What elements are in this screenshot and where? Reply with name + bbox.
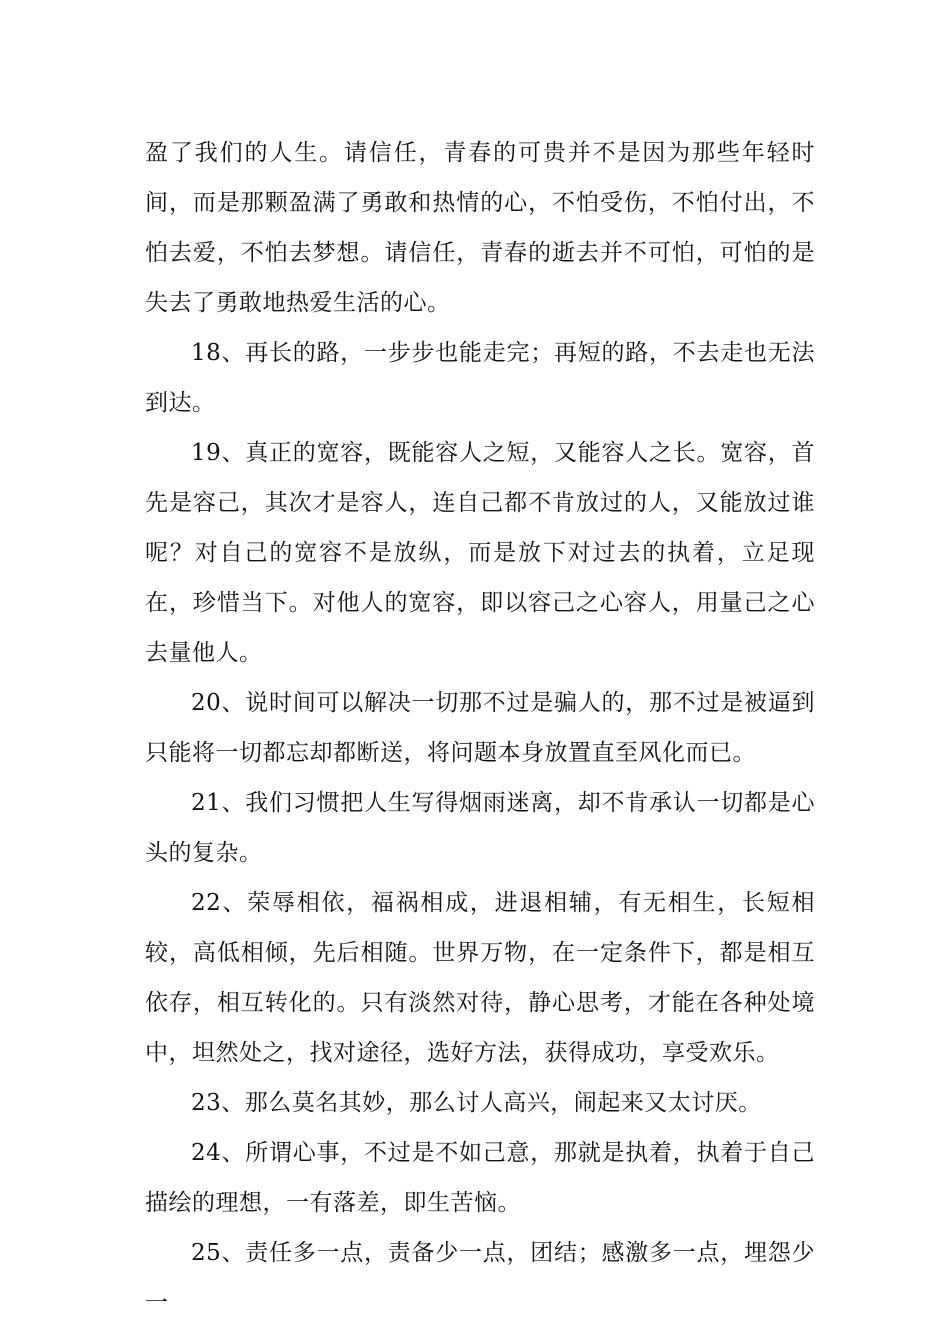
paragraph-19: 19、真正的宽容，既能容人之短，又能容人之长。宽容，首先是容己，其次才是容人，连自己都不肯放过的人，又能放过谁呢？对自己的宽容不是放纵，而是放下对过去的执着，立足现在，珍惜当下。对他人的宽容，即以容己之心容人，用量己之心去量他人。 [145, 440, 815, 666]
document-body [145, 128, 815, 1328]
paragraph-continuation: 盈了我们的人生。请信任，青春的可贵并不是因为那些年轻时间，而是那颗盈满了勇敢和热情的心，不怕受伤，不怕付出，不怕去爱，不怕去梦想。请信任，青春的逝去并不可怕，可怕的是失去了勇敢地热爱生活的心。 [145, 140, 815, 316]
paragraph-25: 25、责任多一点，责备少一点，团结；感激多一点，埋怨少一 [145, 1240, 815, 1316]
paragraph-23: 23、那么莫名其妙，那么讨人高兴，闹起来又太讨厌。 [191, 1090, 762, 1116]
paragraph-24: 24、所谓心事，不过是不如己意，那就是执着，执着于自己描绘的理想，一有落差，即生苦恼。 [145, 1140, 815, 1216]
paragraph-18: 18、再长的路，一步步也能走完；再短的路，不去走也无法到达。 [145, 340, 815, 416]
paragraph-21: 21、我们习惯把人生写得烟雨迷离，却不肯承认一切都是心头的复杂。 [145, 790, 815, 866]
paragraph-20: 20、说时间可以解决一切那不过是骗人的，那不过是被逼到只能将一切都忘却都断送，将问题本身放置直至风化而已。 [145, 690, 815, 766]
paragraph-22: 22、荣辱相依，福祸相成，进退相辅，有无相生，长短相较，高低相倾，先后相随。世界万物，在一定条件下，都是相互依存，相互转化的。只有淡然对待，静心思考，才能在各种处境中，坦然处之，找对途径，选好方法，获得成功，享受欢乐。 [145, 890, 815, 1066]
